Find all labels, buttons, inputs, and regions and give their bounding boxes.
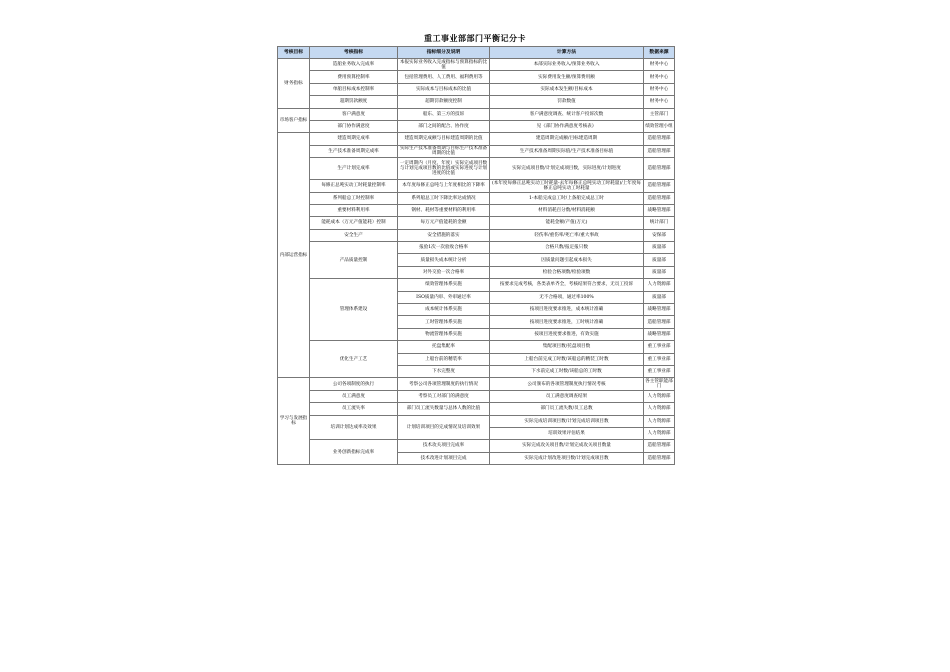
source-cell: 造船管理部 bbox=[644, 158, 675, 180]
indicator-cell: 重要材料利用率 bbox=[310, 204, 398, 216]
method-cell: 客户满意度调查、统计客户投诉次数 bbox=[490, 108, 644, 120]
detail-cell: 技术攻关项目完成率 bbox=[398, 440, 490, 452]
source-cell: 人力资源部 bbox=[644, 415, 675, 427]
source-cell: 质量部 bbox=[644, 242, 675, 254]
source-cell: 人力资源部 bbox=[644, 403, 675, 415]
method-cell: 能耗金额/产值(万元) bbox=[490, 217, 644, 229]
detail-cell: 上船台前的精装率 bbox=[398, 353, 490, 365]
method-cell: 建造周期完成额/目标建造周期 bbox=[490, 133, 644, 145]
method-cell: 因质量问题引起成本损失 bbox=[490, 254, 644, 266]
method-cell: 无不合格项，通过率100% bbox=[490, 291, 644, 303]
detail-cell: 实际成本与目标成本的比值 bbox=[398, 83, 490, 95]
detail-cell: 下水完整度 bbox=[398, 365, 490, 377]
source-cell: 造船管理部 bbox=[644, 133, 675, 145]
source-cell: 财务中心 bbox=[644, 83, 675, 95]
source-cell: 统计部门 bbox=[644, 217, 675, 229]
detail-cell: 本年度每修正总吨与上年度相比的下降率 bbox=[398, 180, 490, 192]
source-cell: 造船管理部 bbox=[644, 452, 675, 464]
indicator-cell: 能耗成本（万元产值能耗）控制 bbox=[310, 217, 398, 229]
table-row bbox=[278, 83, 675, 95]
group-learning: 学习与发展指标 bbox=[278, 378, 310, 465]
detail-cell: 绩效管理体系实施 bbox=[398, 279, 490, 291]
detail-cell: ISO质量内审、外审通过率 bbox=[398, 291, 490, 303]
header-indicator: 考核指标 bbox=[310, 47, 398, 59]
detail-cell: 一定周期内（月度、年度）实际完成项目数与计划完成项目数的比值或实际进度与计划进度的比值 bbox=[398, 158, 490, 180]
subgroup-quality: 产品质量控制 bbox=[310, 242, 398, 279]
group-market: 市场客户指标 bbox=[278, 108, 310, 133]
source-cell: 重工事业部 bbox=[644, 341, 675, 353]
header-source: 数据来源 bbox=[644, 47, 675, 59]
source-cell: 人力资源部 bbox=[644, 390, 675, 402]
table-row bbox=[278, 242, 675, 254]
detail-cell: 每万元产值能耗的金额 bbox=[398, 217, 490, 229]
method-cell: (本年度每修正总吨实动工时耗量-去年每修正总吨实动工时耗量)/上年度每修正总吨实动工时耗量 bbox=[490, 180, 644, 192]
table-row bbox=[278, 403, 675, 415]
subgroup-process: 优化生产工艺 bbox=[310, 341, 398, 378]
source-cell: 造船管理部 bbox=[644, 180, 675, 192]
source-cell: 战略管理部 bbox=[644, 204, 675, 216]
indicator-cell: 费用预算控制率 bbox=[310, 71, 398, 83]
method-cell: 罚款数值 bbox=[490, 96, 644, 108]
source-cell: 重工事业部 bbox=[644, 353, 675, 365]
method-cell: 部门员工流失数/员工总数 bbox=[490, 403, 644, 415]
method-cell: 本部实际业务收入/预算业务收入 bbox=[490, 59, 644, 71]
source-cell: 各主管职能部门 bbox=[645, 378, 673, 390]
source-cell: 财务中心 bbox=[644, 59, 675, 71]
method-cell: 材料消耗百分数/材料消耗额 bbox=[490, 204, 644, 216]
detail-cell: 考察员工对部门的满意度 bbox=[398, 390, 490, 402]
detail-cell: 托盘集配率 bbox=[398, 341, 490, 353]
method-cell: 员工满意度调查结果 bbox=[490, 390, 644, 402]
table-row bbox=[278, 204, 675, 216]
indicator-cell: 单船目标成本控制率 bbox=[310, 83, 398, 95]
method-cell: 实际费用发生额/预算费用额 bbox=[490, 71, 644, 83]
header-method: 计算方法 bbox=[490, 47, 644, 59]
detail-cell: 技术改进计划项目完成 bbox=[398, 452, 490, 464]
table-row bbox=[278, 96, 675, 108]
source-cell: 质量部 bbox=[644, 291, 675, 303]
method-cell: 公司颁布的各项管理制度执行情况考核 bbox=[490, 378, 644, 390]
indicator-cell: 员工流失率 bbox=[310, 403, 398, 415]
detail-cell: 工时管理体系实施 bbox=[398, 316, 490, 328]
method-cell: 检验合格项数/检验项数 bbox=[490, 266, 644, 278]
method-cell: 培训效果评估结果 bbox=[490, 427, 644, 439]
source-cell: 质量部 bbox=[644, 254, 675, 266]
source-cell: 人力资源部 bbox=[644, 279, 675, 291]
indicator-cell: 系列船总工时控制率 bbox=[310, 192, 398, 204]
detail-cell: 超期罚款额度控制 bbox=[398, 96, 490, 108]
indicator-cell: 安全生产 bbox=[310, 229, 398, 241]
detail-cell: 对外交验一次合格率 bbox=[398, 266, 490, 278]
detail-cell: 部门之间的配合、协作度 bbox=[398, 120, 490, 132]
header-row bbox=[278, 47, 675, 59]
method-cell: 生产技术准备周期实际值/生产技术准备目标值 bbox=[490, 145, 644, 157]
table-row bbox=[278, 341, 675, 353]
subgroup-mgmt: 管理体系建设 bbox=[310, 279, 398, 341]
detail-cell: 部门员工流失数量与总体人数的比值 bbox=[398, 403, 490, 415]
indicator-cell: 员工满意度 bbox=[310, 390, 398, 402]
detail-cell: 计划培训项目的完成情况及培训效果 bbox=[398, 415, 490, 440]
method-cell: 合格只数/报定报只数 bbox=[490, 242, 644, 254]
indicator-cell: 建造周期完成率 bbox=[310, 133, 398, 145]
table-row bbox=[278, 180, 675, 192]
indicator-cell: 造船业务收入完成率 bbox=[310, 59, 398, 71]
group-finance: 财务指标 bbox=[278, 59, 310, 109]
table-row bbox=[278, 279, 675, 291]
detail-cell: 报验1次一次验收合格率 bbox=[398, 242, 490, 254]
source-cell: 人力资源部 bbox=[644, 427, 675, 439]
method-cell: 1-本船完成总工时/上条船完成总工时 bbox=[490, 192, 644, 204]
source-cell: 绩效管理小组 bbox=[644, 120, 675, 132]
method-cell: 轻伤率/重伤率/死亡率/重大事故 bbox=[490, 229, 644, 241]
table-row bbox=[278, 145, 675, 157]
table-row bbox=[278, 217, 675, 229]
detail-cell: 包括管理费用、人工费用、福利费用等 bbox=[398, 71, 490, 83]
source-cell: 财务中心 bbox=[644, 71, 675, 83]
source-cell: 主管部门 bbox=[644, 108, 675, 120]
scorecard-table bbox=[277, 46, 675, 465]
header-goal: 考核目标 bbox=[278, 47, 310, 59]
source-cell: 重工事业部 bbox=[644, 365, 675, 377]
method-cell: 实际完成项目数/计划完成项目数，实际进度/计划进度 bbox=[490, 158, 644, 180]
table-row bbox=[278, 133, 675, 145]
method-cell: 下水前完成工时数/该船总的工时数 bbox=[490, 365, 644, 377]
table-row bbox=[278, 71, 675, 83]
indicator-cell: 超期罚款额度 bbox=[310, 96, 398, 108]
detail-cell: 成本统计体系实施 bbox=[398, 304, 490, 316]
source-cell: 财务中心 bbox=[644, 96, 675, 108]
source-cell: 造船管理部 bbox=[644, 145, 675, 157]
table-row bbox=[278, 59, 675, 71]
indicator-cell: 每修正总吨实动工时耗量控制率 bbox=[310, 180, 398, 192]
table-row bbox=[278, 415, 675, 427]
method-cell: 集配项目数/托盘项目数 bbox=[490, 341, 644, 353]
table-row bbox=[278, 158, 675, 180]
method-cell: 按项目进度要求推进，工时统计准确 bbox=[490, 316, 644, 328]
detail-cell: 考察公司各项管理制度的执行情况 bbox=[398, 378, 490, 390]
detail-cell: 质量损失成本统计分析 bbox=[398, 254, 490, 266]
method-cell: 实际成本发生额/目标成本 bbox=[490, 83, 644, 95]
subgroup-training: 培训计划达成率及效果 bbox=[310, 415, 398, 440]
detail-cell: 安全措施的落实 bbox=[398, 229, 490, 241]
table-row bbox=[278, 390, 675, 402]
table-row bbox=[278, 229, 675, 241]
detail-cell: 船东、第三方的技诉 bbox=[398, 108, 490, 120]
detail-cell: 建造周期完成额与目标建造周期的比值 bbox=[398, 133, 490, 145]
method-cell: 见《部门协作满意度考核表》 bbox=[490, 120, 644, 132]
method-cell: 上船台前完成工时数/该船总的精装工时数 bbox=[490, 353, 644, 365]
source-cell: 战略管理部 bbox=[644, 328, 675, 340]
table-row bbox=[278, 192, 675, 204]
subgroup-innovation: 业务创新指标完成率 bbox=[310, 440, 398, 465]
indicator-cell: 公司各项制度的执行 bbox=[310, 378, 398, 390]
header-detail: 指标细分及说明 bbox=[398, 47, 490, 59]
detail-cell: 物流管理体系实施 bbox=[398, 328, 490, 340]
indicator-cell: 部门协作满意度 bbox=[310, 120, 398, 132]
table-row bbox=[278, 378, 675, 390]
detail-cell: 系列船总工时下降比率达成情况 bbox=[398, 192, 490, 204]
indicator-cell: 客户满意度 bbox=[310, 108, 398, 120]
table-row bbox=[278, 108, 675, 120]
method-cell: 实际完成计划改进项目数/计划完成项目数 bbox=[490, 452, 644, 464]
source-cell: 质量部 bbox=[644, 266, 675, 278]
group-ops: 内部运营指标 bbox=[278, 133, 310, 378]
detail-cell: 钢材、耗材等重要材料的利用率 bbox=[398, 204, 490, 216]
indicator-cell: 生产技术准备周期完成率 bbox=[310, 145, 398, 157]
method-cell: 实际完成培训项目数/计划完成培训项目数 bbox=[490, 415, 644, 427]
method-cell: 按要求完成考核，各类表单齐全，考核结果符合要求，无员工投诉 bbox=[490, 279, 644, 291]
page-title: 重工事业部部门平衡记分卡 bbox=[424, 34, 526, 43]
detail-cell: 实际生产技术准备周期与目标生产技术准备周期的比值 bbox=[398, 145, 490, 157]
source-cell: 造船管理部 bbox=[644, 192, 675, 204]
method-cell: 按项目进度要求推进，有效实施 bbox=[490, 328, 644, 340]
indicator-cell: 生产计划完成率 bbox=[310, 158, 398, 180]
method-cell: 按项目进度要求推进，成本统计准确 bbox=[490, 304, 644, 316]
detail-cell: 本报实际业务收入完成指标与预算指标的比值 bbox=[398, 59, 490, 71]
source-cell: 安保部 bbox=[644, 229, 675, 241]
table-row bbox=[278, 120, 675, 132]
source-cell: 造船管理部 bbox=[644, 316, 675, 328]
source-cell: 战略管理部 bbox=[644, 304, 675, 316]
source-cell: 造船管理部 bbox=[644, 440, 675, 452]
method-cell: 实际完成攻关项目数/计划完成攻关项目数量 bbox=[490, 440, 644, 452]
table-row bbox=[278, 440, 675, 452]
